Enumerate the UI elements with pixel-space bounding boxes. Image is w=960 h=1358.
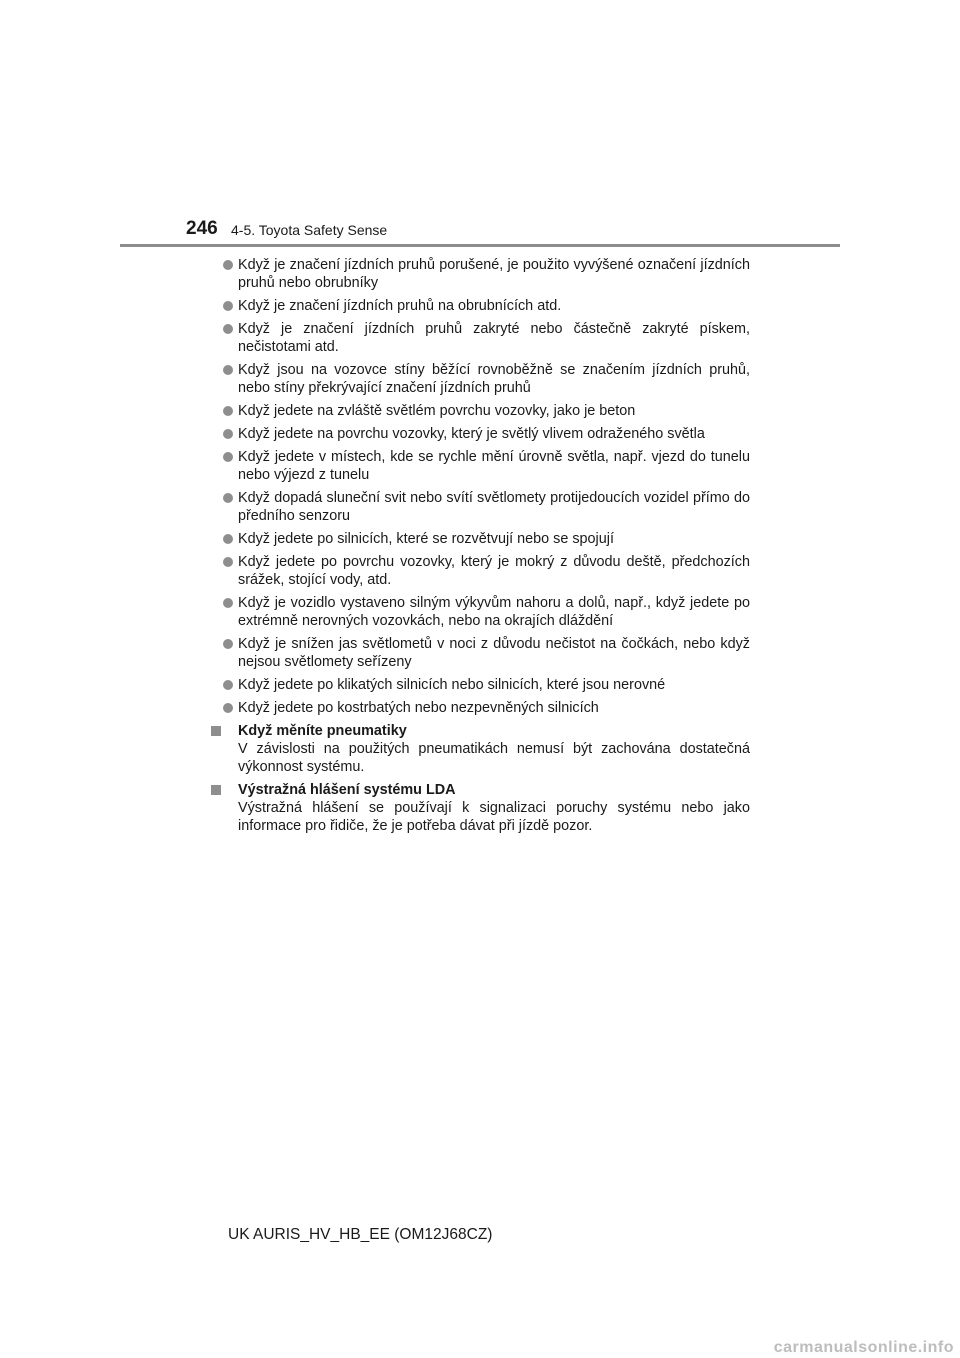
- list-item-text: Když je snížen jas světlometů v noci z důvodu nečistot na čočkách, nebo když nejsou světlomety seřízeny: [238, 636, 750, 670]
- list-item: [222, 530, 750, 548]
- list-item-text: Když jedete po kostrbatých nebo nezpevněných silnicích: [238, 700, 599, 716]
- list-item: [222, 553, 750, 589]
- bullet-dot-icon: [223, 365, 233, 375]
- list-item: [222, 297, 750, 315]
- section-heading-text: Výstražná hlášení systému LDA: [238, 782, 456, 798]
- list-item-text: Když jedete po klikatých silnicích nebo silnicích, které jsou nerovné: [238, 677, 666, 693]
- bullet-dot-icon: [223, 598, 233, 608]
- bullet-dot-icon: [223, 324, 233, 334]
- list-item: [222, 402, 750, 420]
- section-heading-lda-warnings: [222, 781, 750, 799]
- bullet-dot-icon: [223, 301, 233, 311]
- bullet-dot-icon: [223, 452, 233, 462]
- list-item-text: Když jedete na povrchu vozovky, který je světlý vlivem odraženého světla: [238, 426, 705, 442]
- bullet-dot-icon: [223, 406, 233, 416]
- list-item-text: Když je značení jízdních pruhů na obrubnících atd.: [238, 298, 562, 314]
- list-item: [222, 635, 750, 671]
- list-item: [222, 425, 750, 443]
- list-item-text: Když je vozidlo vystaveno silným výkyvům nahoru a dolů, např., když jedete po extrémně nerovných vozovkách, nebo na okrajích dláždění: [238, 595, 750, 629]
- list-item: [222, 256, 750, 292]
- watermark: [0, 1339, 960, 1358]
- section-heading-text: Když měníte pneumatiky: [238, 723, 407, 739]
- page-number: 246: [186, 218, 218, 239]
- list-item: [222, 699, 750, 717]
- bullet-dot-icon: [223, 680, 233, 690]
- square-bullet-icon: [211, 726, 221, 736]
- bullet-dot-icon: [223, 534, 233, 544]
- list-item: [222, 448, 750, 484]
- bullet-dot-icon: [223, 557, 233, 567]
- bullet-dot-icon: [223, 429, 233, 439]
- section-title: 4-5. Toyota Safety Sense: [231, 222, 388, 238]
- list-item-text: Když dopadá sluneční svit nebo svítí světlomety protijedoucích vozidel přímo do předního senzoru: [238, 490, 750, 524]
- bullet-dot-icon: [223, 703, 233, 713]
- list-item-text: Když je značení jízdních pruhů porušené, je použito vyvýšené označení jízdních pruhů nebo obrubníky: [238, 257, 750, 291]
- page-header: [0, 0, 960, 250]
- list-item-text: Když jsou na vozovce stíny běžící rovnoběžně se značením jízdních pruhů, nebo stíny překrývající značení jízdních pruhů: [238, 362, 750, 396]
- bullet-dot-icon: [223, 493, 233, 503]
- footer-model-code: UK AURIS_HV_HB_EE (OM12J68CZ): [228, 1226, 493, 1243]
- list-item: [222, 489, 750, 525]
- section-heading-tires: [222, 722, 750, 740]
- list-item-text: Když jedete po povrchu vozovky, který je mokrý z důvodu deště, předchozích srážek, stojící vody, atd.: [238, 554, 750, 588]
- list-item-text: Když jedete po silnicích, které se rozvětvují nebo se spojují: [238, 531, 614, 547]
- list-item: [222, 594, 750, 630]
- page-content: [222, 256, 750, 840]
- list-item: [222, 361, 750, 397]
- bullet-dot-icon: [223, 639, 233, 649]
- list-item: [222, 320, 750, 356]
- list-item-text: Když jedete na zvláště světlém povrchu vozovky, jako je beton: [238, 403, 636, 419]
- list-item: [222, 676, 750, 694]
- bullet-dot-icon: [223, 260, 233, 270]
- square-bullet-icon: [211, 785, 221, 795]
- section-paragraph: V závislosti na použitých pneumatikách nemusí být zachována dostatečná výkonnost systému.: [238, 741, 750, 775]
- section-paragraph: Výstražná hlášení se používají k signalizaci poruchy systému nebo jako informace pro řidiče, že je potřeba dávat při jízdě pozor.: [238, 800, 750, 834]
- list-item-text: Když jedete v místech, kde se rychle mění úrovně světla, např. vjezd do tunelu nebo výjezd z tunelu: [238, 449, 750, 483]
- watermark-text: carmanualsonline.info: [773, 1339, 954, 1356]
- header-divider: [120, 244, 840, 247]
- list-item-text: Když je značení jízdních pruhů zakryté nebo částečně zakryté pískem, nečistotami atd.: [238, 321, 750, 355]
